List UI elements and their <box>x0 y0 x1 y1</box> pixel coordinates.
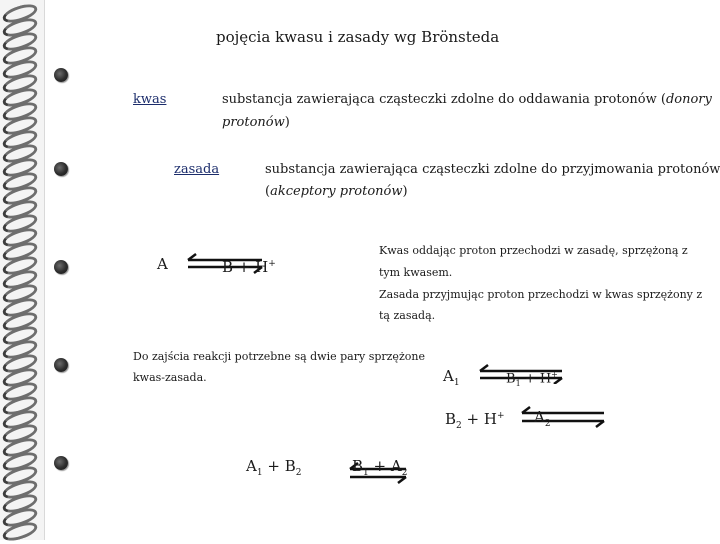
reaction2-left <box>443 365 460 395</box>
page-title: pojęcia kwasu i zasady wg Brönsteda <box>216 28 500 46</box>
reaction1-charge: + <box>268 259 276 269</box>
reaction3-left-symbol: B <box>445 410 457 428</box>
zasada-definition-italic: akceptory protonów <box>270 184 403 199</box>
binding-hole <box>54 456 68 470</box>
reaction4-plus2: + <box>368 457 391 475</box>
zasada-definition-close: ) <box>402 184 408 199</box>
reaction4-c-index: 1 <box>363 468 369 478</box>
zasada-definition-line1: substancja zawierająca cząsteczki zdolne do przyjmowania protonów <box>265 162 720 177</box>
spiral-binding <box>0 0 45 540</box>
kwas-definition-italic2: protonów <box>222 115 285 130</box>
explanation-line3: Zasada przyjmując proton przechodzi w kwas sprzężony z <box>379 288 703 301</box>
reaction1-right <box>222 253 276 279</box>
reaction2-right-symbol: B <box>506 371 516 387</box>
reaction4-a: A <box>246 457 257 475</box>
kwas-definition-close: ) <box>284 115 290 130</box>
reaction3-right-symbol: A <box>534 408 545 426</box>
explanation-line4: tą zasadą. <box>379 309 436 322</box>
reaction1-products: B + H <box>222 258 269 276</box>
reaction3-right <box>534 406 551 436</box>
reaction4-right <box>352 455 407 485</box>
reaction4-plus1: + <box>262 457 285 475</box>
reaction4-a-index: 1 <box>256 468 263 478</box>
kwas-definition-line1 <box>222 88 712 111</box>
explanation-line1: Kwas oddając proton przechodzi w zasadę, sprzężoną z <box>379 244 688 257</box>
binding-hole <box>54 358 68 372</box>
zasada-definition-line2 <box>265 180 408 203</box>
pairs-note-line2: kwas-zasada. <box>133 371 207 384</box>
reaction2-left-index: 1 <box>453 378 460 388</box>
reaction1-left: A <box>157 255 168 273</box>
reaction3-right-index: 2 <box>544 419 551 429</box>
reaction4-d-index: 2 <box>401 468 408 478</box>
reaction2-right-plus: + H <box>520 371 552 387</box>
binding-hole <box>54 260 68 274</box>
zasada-definition-open: ( <box>265 184 271 199</box>
reaction4-c: B <box>352 457 364 475</box>
reaction2-left-symbol: A <box>443 367 454 385</box>
kwas-definition-italic1: donory <box>665 92 712 107</box>
explanation-line2: tym kwasem. <box>379 266 453 279</box>
binding-hole <box>54 162 68 176</box>
reaction3-left <box>445 405 505 438</box>
reaction2-right <box>506 363 558 395</box>
term-zasada: zasada <box>174 162 220 177</box>
reaction4-d: A <box>390 457 402 475</box>
reaction4-b-index: 2 <box>295 468 302 478</box>
pairs-note-line1: Do zajścia reakcji potrzebne są dwie pary sprzężone <box>133 350 425 363</box>
reaction2-right-index: 1 <box>515 378 521 388</box>
reaction3-left-index: 2 <box>456 421 462 431</box>
reaction4-left <box>246 455 301 485</box>
reaction3-charge: + <box>496 411 505 421</box>
reaction2-charge: + <box>551 370 558 379</box>
kwas-definition-text: substancja zawierająca cząsteczki zdolne do oddawania protonów ( <box>222 92 666 107</box>
reaction3-left-plus: + H <box>461 410 497 428</box>
kwas-definition-line2 <box>222 111 290 134</box>
binding-hole <box>54 68 68 82</box>
reaction4-b: B <box>284 457 296 475</box>
term-kwas: kwas <box>133 92 167 107</box>
